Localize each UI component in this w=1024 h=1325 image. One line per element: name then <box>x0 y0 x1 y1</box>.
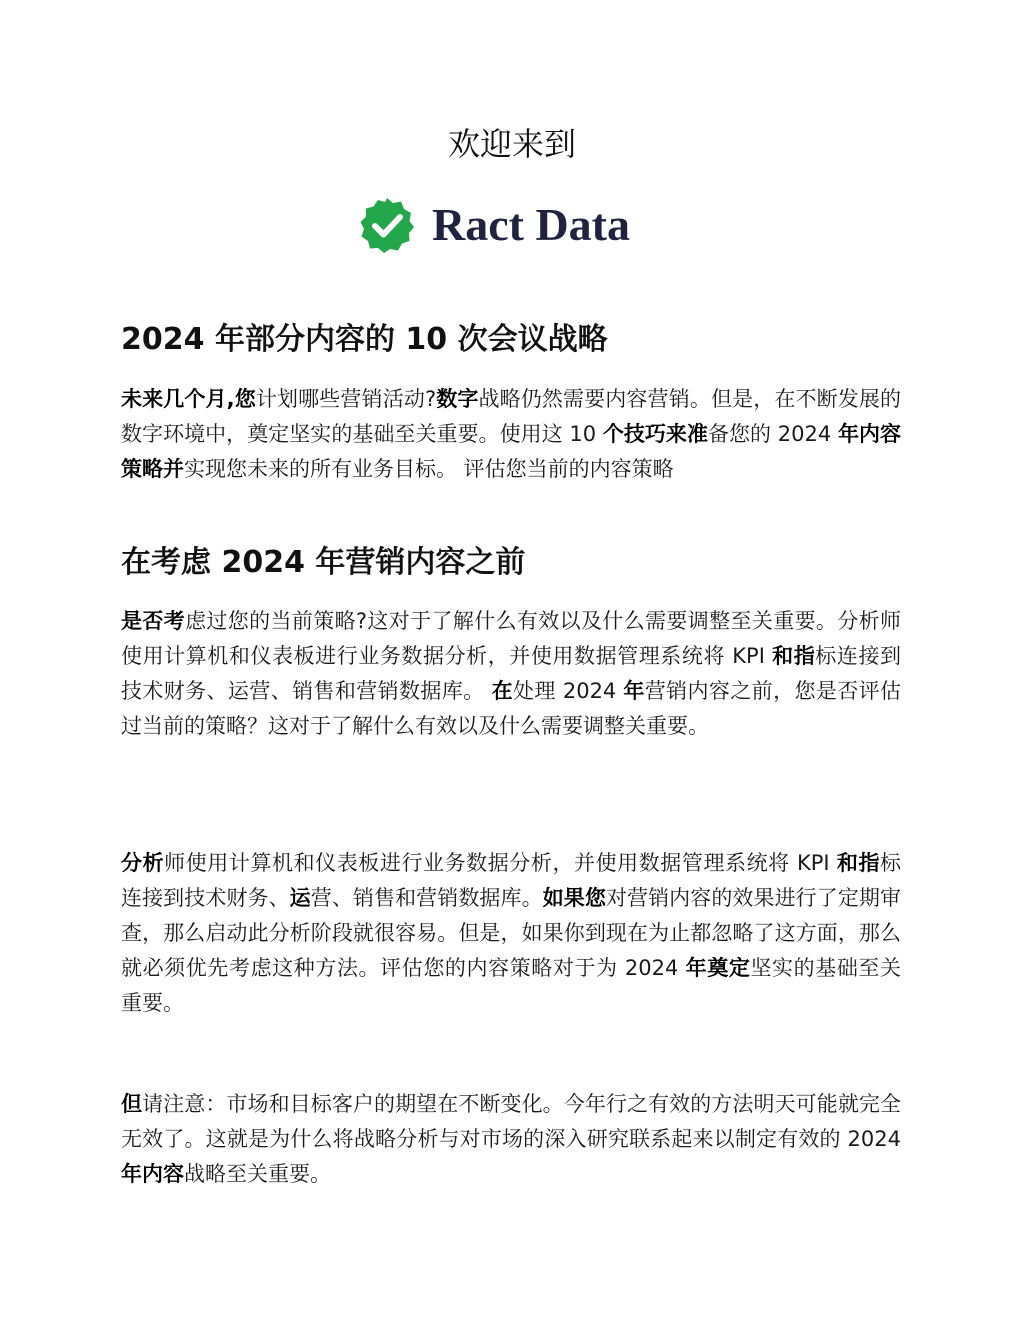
bold-span: 运 <box>289 886 311 910</box>
bold-span: 年 <box>623 679 645 703</box>
text-span: 备您的 2024 <box>707 422 838 446</box>
text-span: 实现您未来的所有业务目标。 评估您当前的内容策略 <box>184 457 674 481</box>
bold-span: 年内容策略并 <box>121 422 902 481</box>
bold-span: 如果您 <box>542 886 606 910</box>
bold-span: 和指 <box>836 851 881 875</box>
section-2-paragraph-3 <box>121 1087 901 1192</box>
text-span: 处理 2024 <box>513 679 624 703</box>
text-span: 营销内容之前，您是否评估过当前的策略？这对于了解什么有效以及什么需要调整关重要。 <box>121 679 901 738</box>
bold-span: 数字 <box>436 387 479 411</box>
section-1-paragraph-block <box>121 382 901 487</box>
section-heading-2-block <box>121 543 901 583</box>
bold-span: 年奠定 <box>685 956 751 980</box>
section-2-paragraph-2 <box>121 846 901 1021</box>
text-span: 计划哪些营销活动? <box>255 387 437 411</box>
bold-span: 和指 <box>772 644 816 668</box>
section-heading-2: 在考虑 2024 年营销内容之前 <box>121 545 526 580</box>
text-span: 坚实的基础至关重要。 <box>121 956 902 1015</box>
text-span: 请注意：市场和目标客户的期望在不断变化。今年行之有效的方法明天可能就完全无效了。这就是为什么将战略分析与对市场的深入研究联系起来以制定有效的 2024 <box>121 1092 902 1151</box>
text-span: 战略至关重要。 <box>184 1162 331 1186</box>
section-heading-1: 2024 年部分内容的 10 次会议战略 <box>121 322 608 357</box>
text-span: 虑过您的当前策略?这对于了解什么有效以及什么需要调整至关重要。分析师使用计算机和仪表板进行业务数据分析，并使用数据管理系统将 KPI <box>121 609 901 668</box>
text-span: 师使用计算机和仪表板进行业务数据分析，并使用数据管理系统将 KPI <box>164 851 837 875</box>
text-span: 对营销内容的效果进行了定期审查，那么启动此分析阶段就很容易。但是，如果你到现在为止都忽略了这方面，那么就必须优先考虑这种方法。评估您的内容策略对于为 2024 <box>121 886 902 980</box>
welcome-title: 欢迎来到 <box>447 125 576 163</box>
text-span: 标连接到技术财务、 <box>121 851 902 910</box>
check-badge-icon <box>358 196 416 254</box>
bold-span: 但 <box>121 1092 143 1116</box>
bold-span: 个技巧来准 <box>602 422 708 446</box>
bold-span: 年内容 <box>121 1162 184 1186</box>
bold-span: 分析 <box>121 851 165 875</box>
text-span: 战略仍然需要内容营销。但是，在不断发展的数字环境中，奠定坚实的基础至关重要。使用这 10 <box>121 387 902 446</box>
bold-span: 在 <box>491 679 514 703</box>
section-1-paragraph <box>121 382 901 487</box>
bold-span: 是否考 <box>121 609 186 633</box>
text-span: 标连接到技术财务、运营、销售和营销数据库。 <box>121 644 902 703</box>
logo-text: Ract Data <box>432 199 630 250</box>
section-2-paragraph-1 <box>121 604 901 744</box>
section-2-paragraph-1-block <box>121 604 901 744</box>
bold-span: 未来几个月,您 <box>121 387 256 411</box>
ract-data-logo <box>358 194 658 256</box>
section-2-paragraph-2-block <box>121 846 901 1021</box>
section-heading-1-block <box>121 320 901 360</box>
section-2-paragraph-3-block <box>121 1087 901 1192</box>
text-span: 营、销售和营销数据库。 <box>310 886 543 910</box>
